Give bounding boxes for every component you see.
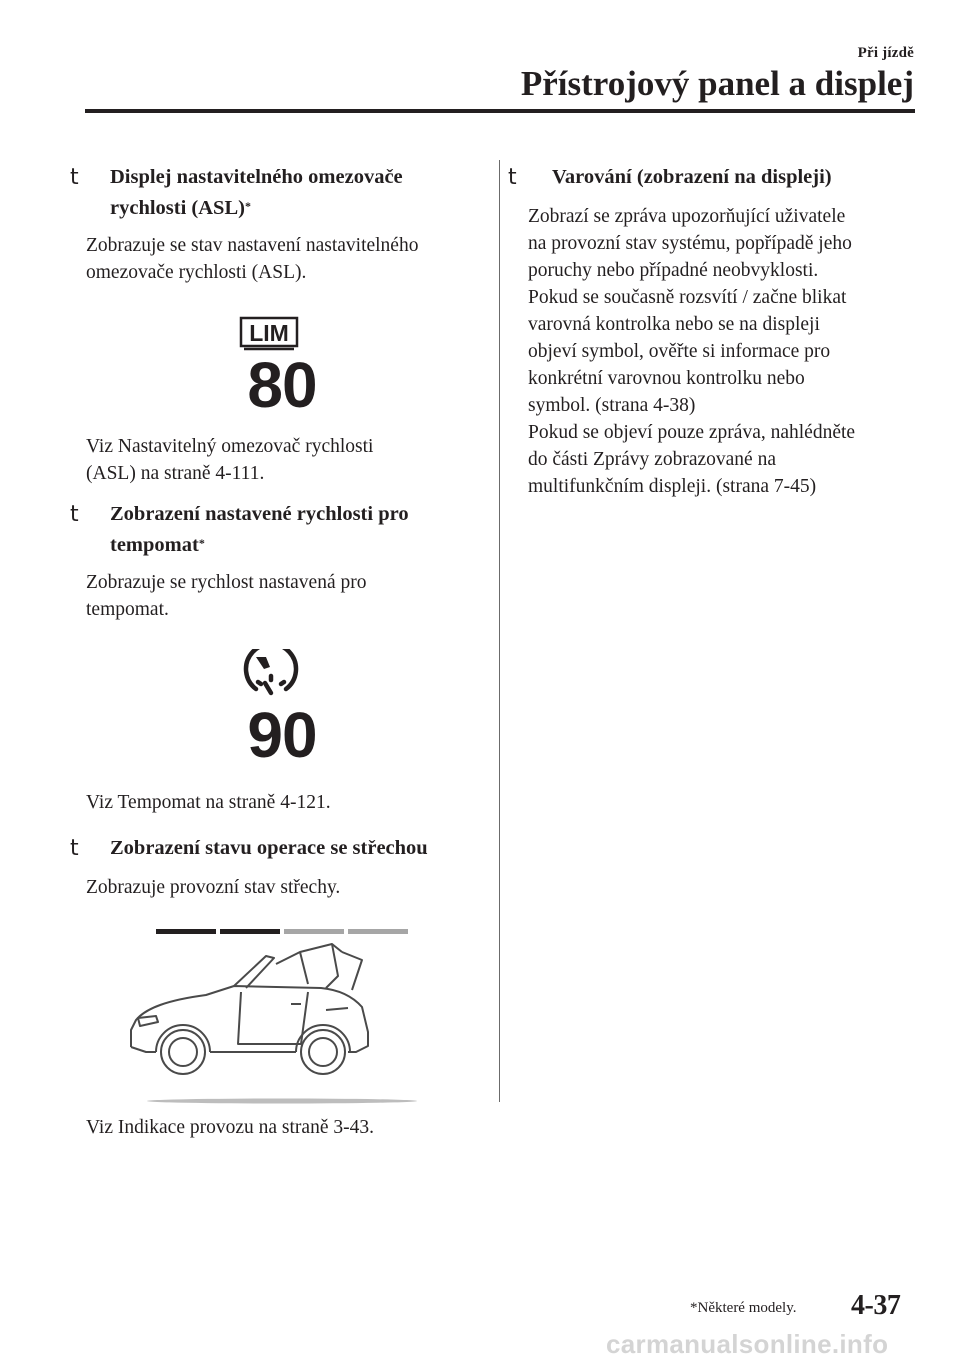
warning-line: konkrétní varovnou kontrolku nebo: [528, 368, 805, 389]
asl-heading-line1: Displej nastavitelného omezovače: [110, 166, 403, 188]
warning-line: Pokud se současně rozsvítí / začne blikat: [528, 287, 847, 308]
cruise-speed-value: 90: [247, 699, 317, 771]
asl-heading: [70, 162, 478, 224]
right-column: [508, 162, 918, 500]
roof-description: Zobrazuje provozní stav střechy.: [86, 877, 341, 898]
cruise-heading-line1: Zobrazení nastavené rychlosti pro: [110, 503, 409, 525]
lim-label: LIM: [249, 320, 289, 346]
cruise-heading: [70, 499, 478, 561]
roof-reference: Viz Indikace provozu na straně 3-43.: [86, 1117, 374, 1138]
asl-description-line1: Zobrazuje se stav nastavení nastavitelného: [86, 235, 419, 256]
asl-reference-line1: Viz Nastavitelný omezovač rychlosti: [86, 436, 374, 457]
section-bullet: t: [508, 165, 517, 190]
asl-description: [86, 232, 478, 286]
section-bullet: t: [70, 836, 79, 861]
roof-heading-text: Zobrazení stavu operace se střechou: [110, 837, 428, 859]
section-bullet: t: [70, 165, 79, 190]
cruise-figure: [86, 649, 478, 794]
warning-line: do části Zprávy zobrazované na: [528, 449, 776, 470]
asl-section: [70, 162, 478, 487]
asl-reference-line2: (ASL) na straně 4-111.: [86, 463, 265, 484]
asl-heading-text: rychlosti (ASL): [110, 197, 245, 219]
warning-description: [528, 203, 918, 500]
chapter-label: Při jízdě: [857, 45, 914, 61]
roof-progress-segment: [220, 929, 280, 934]
roof-status-graphic: [86, 912, 478, 1122]
column-divider: [499, 160, 500, 1102]
cruise-description-line1: Zobrazuje se rychlost nastavená pro: [86, 572, 367, 593]
warning-line: symbol. (strana 4-38): [528, 395, 696, 416]
watermark: carmanualsonline.info: [606, 1329, 889, 1359]
page-title: Přístrojový panel a displej: [520, 64, 914, 103]
cruise-description: [86, 569, 478, 623]
warning-line: poruchy nebo případné neobvyklosti.: [528, 260, 819, 281]
cruise-reference: Viz Tempomat na straně 4-121.: [86, 792, 331, 813]
asl-speed-value: 80: [247, 349, 317, 421]
footnote: *Některé modely.: [690, 1300, 797, 1316]
left-column: [70, 162, 478, 1141]
roof-progress-segment: [156, 929, 216, 934]
cruise-description-line2: tempomat.: [86, 599, 169, 620]
asl-heading-line2: [110, 193, 478, 224]
warning-heading: [508, 162, 918, 193]
roof-progress-segment: [284, 929, 344, 934]
warning-line: na provozní stav systému, popřípadě jeho: [528, 233, 852, 254]
footnote-asterisk: *: [198, 536, 205, 550]
asl-figure: [86, 301, 478, 437]
footnote-asterisk: *: [244, 199, 251, 213]
section-bullet: t: [70, 502, 79, 527]
warning-line: multifunkčním displeji. (strana 7-45): [528, 476, 817, 497]
warning-line: Pokud se objeví pouze zpráva, nahlédněte: [528, 422, 856, 443]
warning-section: [508, 162, 918, 500]
warning-line: Zobrazí se zpráva upozorňující uživatele: [528, 206, 846, 227]
page-number: 4-37: [851, 1290, 901, 1321]
asl-reference: [86, 433, 478, 487]
roof-heading: [70, 833, 478, 864]
cruise-section: [70, 499, 478, 816]
ground-shadow: [147, 1099, 417, 1104]
roadster-car-icon: [131, 944, 368, 1074]
roof-figure: [86, 912, 478, 1122]
roof-section: [70, 833, 478, 1141]
cruise-heading-line2: [110, 530, 478, 561]
roof-progress-bar: [156, 929, 408, 934]
roof-progress-segment: [348, 929, 408, 934]
asl-description-line2: omezovače rychlosti (ASL).: [86, 262, 307, 283]
cruise-heading-text: tempomat: [110, 534, 199, 556]
warning-line: varovná kontrolka nebo se na displeji: [528, 314, 820, 335]
warning-line: objeví symbol, ověřte si informace pro: [528, 341, 831, 362]
warning-heading-text: Varování (zobrazení na displeji): [552, 166, 832, 188]
header-divider: [85, 109, 915, 113]
